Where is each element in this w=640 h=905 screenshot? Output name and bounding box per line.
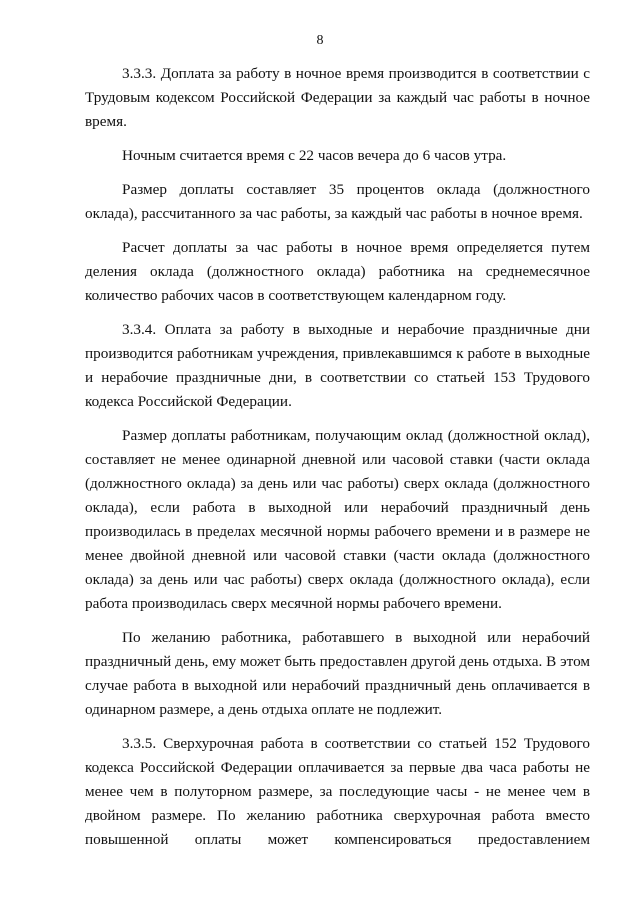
paragraph-day-off: По желанию работника, работавшего в выходной или нерабочий праздничный день, ему может быть предоставлен другой день отдыха. В этом случае работа в выходной или нерабочий праздничный день оплачивается в одинарном размере, а день отдыха оплате не подлежит. xyxy=(85,629,590,718)
paragraph-night-pay-calc: Расчет доплаты за час работы в ночное время определяется путем деления оклада (должностного оклада) работника на среднемесячное количество рабочих часов в соответствующем календарном году. xyxy=(85,239,590,304)
paragraph-night-time: Ночным считается время с 22 часов вечера до 6 часов утра. xyxy=(122,147,507,164)
paragraph-3-3-5: 3.3.5. Сверхурочная работа в соответствии со статьей 152 Трудового кодекса Российской Федерации оплачивается за первые два часа работы не менее чем в полуторном размере, за последующие часы - не менее чем в двойном размере. По желанию работника сверхурочная работа вместо повышенной оплаты может компенсироваться предоставлением xyxy=(85,735,590,848)
page-number: 8 xyxy=(316,33,324,48)
paragraph-holiday-pay-size: Размер доплаты работникам, получающим оклад (должностной оклад), составляет не менее одинарной дневной или часовой ставки (части оклада (должностного оклада) за день или час работы) сверх оклада (должностного оклада), если работа в выходной или нерабочий праздничный день производилась в пределах месячной нормы рабочего времени и в размере не менее двойной дневной или часовой ставки (части оклада (должностного оклада) за день или час работы) сверх оклада (должностного оклада), если работа производилась сверх месячной нормы рабочего времени. xyxy=(85,427,590,612)
paragraph-3-3-4: 3.3.4. Оплата за работу в выходные и нерабочие праздничные дни производится работникам учреждения, привлекавшимся к работе в выходные и нерабочие праздничные дни, в соответствии со статьей 153 Трудового кодекса Российской Федерации. xyxy=(85,321,590,410)
paragraph-3-3-3: 3.3.3. Доплата за работу в ночное время производится в соответствии с Трудовым кодексом Российской Федерации за каждый час работы в ночное время. xyxy=(85,65,590,130)
document-body xyxy=(85,62,590,852)
paragraph-night-pay-rate: Размер доплаты составляет 35 процентов оклада (должностного оклада), рассчитанного за час работы, за каждый час работы в ночное время. xyxy=(85,181,590,222)
